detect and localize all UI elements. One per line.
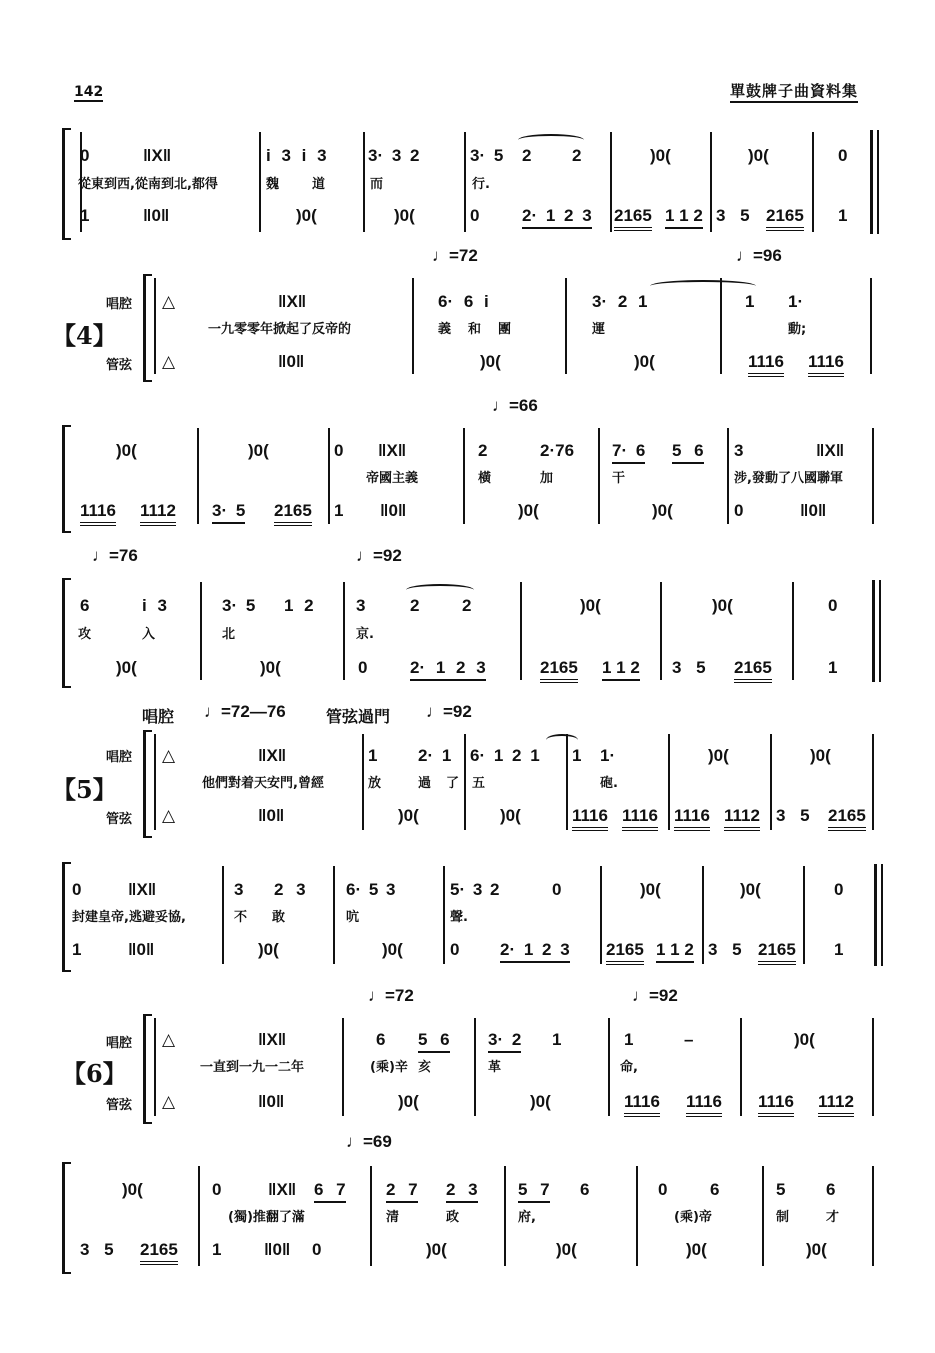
note-group: 2165: [766, 206, 804, 231]
note-group: 1112: [724, 806, 760, 831]
tempo-mark: ♩=69: [346, 1132, 392, 1151]
rest-marker: )0(: [296, 206, 317, 225]
lyric: 和: [468, 322, 482, 337]
tempo-mark: ♩=92: [632, 986, 678, 1005]
note-group: 1116: [674, 806, 710, 831]
rest-marker: )0(: [382, 940, 403, 959]
note-group: 3 5: [776, 806, 810, 825]
tempo-label-interlude: 管弦過門: [326, 707, 391, 726]
lyric: 革: [488, 1060, 502, 1075]
voice-label: 管弦: [106, 358, 133, 373]
lyric: 橫: [478, 471, 492, 486]
note: 2: [410, 596, 420, 615]
voice-label: 管弦: [106, 812, 133, 827]
lyric: 過: [418, 776, 432, 791]
lyric: 道: [312, 177, 326, 192]
voice-label: 唱腔: [106, 1036, 133, 1051]
note-group: 1112: [818, 1092, 854, 1117]
rest-marker: )0(: [740, 880, 761, 899]
note: 0: [552, 880, 562, 899]
triangle-mark: △: [162, 806, 176, 825]
note: 1 2: [284, 596, 314, 615]
note: 0: [80, 146, 90, 165]
rest-marker: )0(: [258, 940, 279, 959]
tempo-mark: ♩=96: [736, 246, 782, 265]
note-group: 3 5: [716, 206, 750, 225]
lyric: 敢: [272, 910, 286, 925]
dash: –: [684, 1030, 694, 1049]
note: 2: [462, 596, 472, 615]
note-group: 1112: [140, 501, 176, 526]
note-group: 1116: [758, 1092, 794, 1117]
tempo-mark: ♩=92: [426, 702, 472, 721]
rest-marker: )0(: [398, 1092, 419, 1111]
rest-marker: )0(: [426, 1240, 447, 1259]
lyric: 砲.: [600, 776, 618, 791]
rest-marker: )0(: [260, 658, 281, 677]
repeat-marker: ‖0‖: [264, 1240, 291, 1259]
repeat-marker: ‖X‖: [143, 146, 172, 165]
lyric: 亥: [418, 1060, 432, 1075]
lyric: 動;: [788, 322, 807, 337]
note: i 3 i 3: [266, 146, 327, 165]
note: 1: [212, 1240, 222, 1259]
note-group: 3· 2: [488, 1030, 521, 1053]
triangle-mark: △: [162, 352, 176, 371]
repeat-marker: ‖X‖: [268, 1180, 297, 1199]
note: 6: [826, 1180, 836, 1199]
note: 3· 5: [222, 596, 256, 615]
rest-marker: )0(: [686, 1240, 707, 1259]
lyric: 涉,發動了八國聯軍: [734, 471, 843, 486]
note-group: 2165: [758, 940, 796, 965]
rest-marker: )0(: [116, 441, 137, 460]
lyric: 不: [234, 910, 248, 925]
note-group: 2165: [828, 806, 866, 831]
lyric: 吭: [346, 910, 360, 925]
lyric: 放: [368, 776, 382, 791]
rest-marker: )0(: [794, 1030, 815, 1049]
note-group: 1116: [624, 1092, 660, 1117]
lyric: 義: [438, 322, 452, 337]
lyric: 政: [446, 1210, 460, 1225]
note: 2: [522, 146, 532, 165]
tempo-mark: ♩=92: [356, 546, 402, 565]
triangle-mark: △: [162, 292, 176, 311]
lyric: 入: [142, 627, 156, 642]
note-group: 3 5: [80, 1240, 114, 1259]
lyric: 從東到西,從南到北,都得: [78, 177, 218, 192]
note-group: 1116: [748, 352, 784, 377]
repeat-marker: ‖X‖: [378, 441, 407, 460]
lyric: 命,: [620, 1060, 638, 1075]
note-group: 1116: [686, 1092, 722, 1117]
note-group: 1 1 2: [656, 940, 694, 963]
tempo-mark: ♩=72—76: [204, 702, 286, 721]
tempo-mark: ♩=76: [92, 546, 138, 565]
note-group: 2165: [274, 501, 312, 526]
note: 3· 5: [470, 146, 504, 165]
note: 0: [828, 596, 838, 615]
note: 2: [478, 441, 488, 460]
tempo-mark: ♩=72: [368, 986, 414, 1005]
note-group: 6 7: [314, 1180, 346, 1203]
lyric: 才: [826, 1210, 840, 1225]
lyric: 而: [370, 177, 384, 192]
rest-marker: )0(: [650, 146, 671, 165]
lyric: 北: [222, 627, 236, 642]
lyric: (乘)帝: [674, 1210, 712, 1225]
lyric: 干: [612, 471, 626, 486]
repeat-marker: ‖X‖: [278, 292, 307, 311]
note: 6: [710, 1180, 720, 1199]
lyric: 封建皇帝,逃避妥協,: [72, 910, 186, 925]
lyric: 魏: [266, 177, 280, 192]
note: 3· 2 1: [592, 292, 648, 311]
voice-label: 唱腔: [106, 750, 133, 765]
note: 3: [734, 441, 744, 460]
lyric: 一九零零年掀起了反帝的: [208, 322, 352, 337]
note-group: 2 7: [386, 1180, 418, 1203]
note-group: 3· 5: [212, 501, 245, 524]
note: 0: [358, 658, 368, 677]
note: 3· 3 2: [368, 146, 420, 165]
lyric: 行.: [472, 177, 490, 192]
note-group: 3 5: [708, 940, 742, 959]
note-group: 2165: [140, 1240, 178, 1265]
rest-marker: )0(: [398, 806, 419, 825]
note-group: 3 5: [672, 658, 706, 677]
note: 5· 3 2: [450, 880, 500, 899]
note: i 3: [142, 596, 167, 615]
note-group: 1116: [572, 806, 608, 831]
note: 6: [376, 1030, 386, 1049]
note: 1: [828, 658, 838, 677]
note: 1: [624, 1030, 634, 1049]
note: 1·: [600, 746, 616, 765]
note: 6· 6 i: [438, 292, 489, 311]
triangle-mark: △: [162, 1030, 176, 1049]
repeat-marker: ‖0‖: [278, 352, 305, 371]
note: 3: [356, 596, 366, 615]
rest-marker: )0(: [634, 352, 655, 371]
repeat-marker: ‖0‖: [143, 206, 170, 225]
note: 1: [80, 206, 90, 225]
rest-marker: )0(: [652, 501, 673, 520]
rest-marker: )0(: [518, 501, 539, 520]
rest-marker: )0(: [116, 658, 137, 677]
rest-marker: )0(: [122, 1180, 143, 1199]
book-title: 單鼓牌子曲資料集: [730, 80, 858, 103]
rest-marker: )0(: [640, 880, 661, 899]
note: 0: [838, 146, 848, 165]
page-number: 142: [74, 84, 104, 100]
note: 5: [776, 1180, 786, 1199]
note: 0: [734, 501, 744, 520]
note: 6· 1 2 1: [470, 746, 540, 765]
rest-marker: )0(: [248, 441, 269, 460]
rest-marker: )0(: [556, 1240, 577, 1259]
note: 2· 1: [418, 746, 452, 765]
note: 2: [572, 146, 582, 165]
note-group: 2· 1 2 3: [522, 206, 592, 229]
note: 0: [72, 880, 82, 899]
system-bracket: [62, 128, 71, 240]
lyric: (獨)推翻了滿: [228, 1210, 305, 1225]
triangle-mark: △: [162, 1092, 176, 1111]
lyric: 攻: [78, 627, 92, 642]
section-number: 【6】: [62, 1059, 127, 1088]
note: 1: [838, 206, 848, 225]
note: 1: [834, 940, 844, 959]
rest-marker: )0(: [530, 1092, 551, 1111]
rest-marker: )0(: [712, 596, 733, 615]
note: 1·: [788, 292, 804, 311]
rest-marker: )0(: [748, 146, 769, 165]
note-group: 5 6: [672, 441, 704, 464]
section-number: 【4】: [52, 321, 117, 350]
repeat-marker: ‖0‖: [380, 501, 407, 520]
rest-marker: )0(: [480, 352, 501, 371]
lyric: 五: [472, 776, 486, 791]
note-group: 2· 1 2 3: [410, 658, 486, 681]
repeat-marker: ‖X‖: [258, 1030, 287, 1049]
note-group: 2165: [606, 940, 644, 965]
lyric: 清: [386, 1210, 400, 1225]
repeat-marker: ‖X‖: [816, 441, 845, 460]
note: 0: [834, 880, 844, 899]
note: 1: [368, 746, 378, 765]
tempo-mark: ♩=66: [492, 396, 538, 415]
note: 0: [334, 441, 344, 460]
note: 2 3: [274, 880, 306, 899]
note: 0: [312, 1240, 322, 1259]
section-number: 【5】: [52, 775, 117, 804]
note-fermata: 6: [580, 1180, 590, 1199]
rest-marker: )0(: [810, 746, 831, 765]
repeat-marker: ‖X‖: [258, 746, 287, 765]
lyric: 他們對着天安門,曾經: [202, 776, 324, 791]
note-group: 2 3: [446, 1180, 478, 1203]
note: 2·76: [540, 441, 575, 460]
rest-marker: )0(: [708, 746, 729, 765]
note-group: 2· 1 2 3: [500, 940, 570, 963]
note: 0: [658, 1180, 668, 1199]
note: 1: [334, 501, 344, 520]
note: 1: [72, 940, 82, 959]
note-group: 2165: [734, 658, 772, 683]
triangle-mark: △: [162, 746, 176, 765]
rest-marker: )0(: [394, 206, 415, 225]
note-group: 2165: [614, 206, 652, 231]
note-group: 5 7: [518, 1180, 550, 1203]
rest-marker: )0(: [500, 806, 521, 825]
lyric: 團: [498, 322, 512, 337]
note: 0: [212, 1180, 222, 1199]
note: 3: [234, 880, 244, 899]
lyric: 制: [776, 1210, 790, 1225]
voice-label: 唱腔: [106, 297, 133, 312]
note: 6· 5 3: [346, 880, 396, 899]
note-group: 1 1 2: [602, 658, 640, 681]
lyric: 京.: [356, 627, 374, 642]
tempo-mark: ♩=72: [432, 246, 478, 265]
note-group: 1116: [622, 806, 658, 831]
note: 1: [572, 746, 582, 765]
voice-label: 管弦: [106, 1098, 133, 1113]
lyric: 府,: [518, 1210, 536, 1225]
repeat-marker: ‖0‖: [128, 940, 155, 959]
tempo-label-sing: 唱腔: [142, 707, 175, 726]
note-group: 7· 6: [612, 441, 645, 464]
repeat-marker: ‖X‖: [128, 880, 157, 899]
note: 6: [80, 596, 90, 615]
lyric: 運: [592, 322, 606, 337]
note: 1: [745, 292, 755, 311]
note: 0: [470, 206, 480, 225]
note-group: 1116: [80, 501, 116, 526]
lyric: 聲.: [450, 910, 468, 925]
rest-marker: )0(: [806, 1240, 827, 1259]
repeat-marker: ‖0‖: [258, 1092, 285, 1111]
note-group: 1 1 2: [665, 206, 703, 229]
lyric: 帝國主義: [366, 471, 419, 486]
rest-marker: )0(: [580, 596, 601, 615]
lyric: 加: [540, 471, 554, 486]
note-group: 2165: [540, 658, 578, 683]
lyric: 一直到一九一二年: [200, 1060, 305, 1075]
lyric: (乘)辛: [370, 1060, 408, 1075]
lyric: 了: [446, 776, 460, 791]
note-group: 1116: [808, 352, 844, 377]
repeat-marker: ‖0‖: [800, 501, 827, 520]
repeat-marker: ‖0‖: [258, 806, 285, 825]
note-group: 5 6: [418, 1030, 450, 1053]
note: 1: [552, 1030, 562, 1049]
note: 0: [450, 940, 460, 959]
